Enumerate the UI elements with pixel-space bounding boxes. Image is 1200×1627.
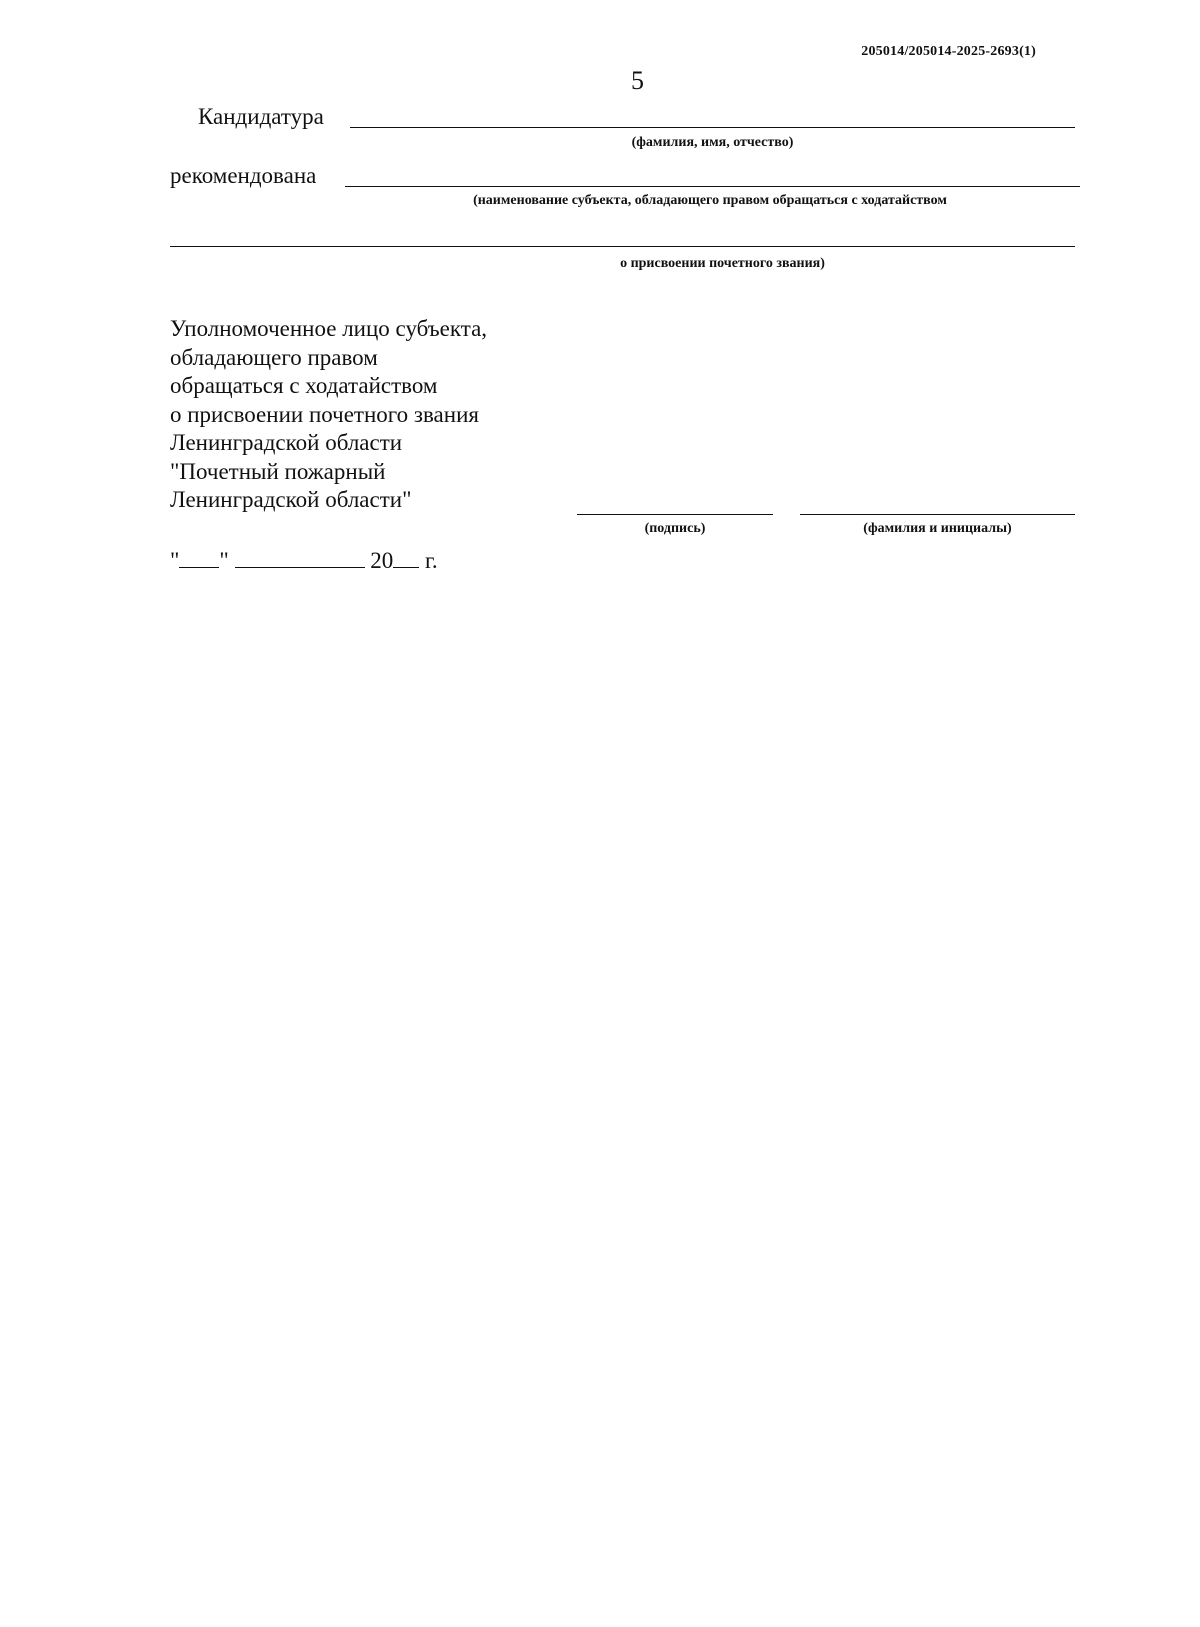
authorized-line: Уполномоченное лицо субъекта, [170, 316, 488, 341]
candidate-label: Кандидатура [198, 104, 324, 129]
day-blank [179, 547, 219, 568]
recommended-label: рекомендована [170, 163, 317, 188]
recommended-underline [345, 186, 1080, 187]
recommended-caption-cont: о присвоении почетного звания) [620, 256, 825, 271]
date-line [170, 547, 438, 574]
year-prefix: 20 [370, 548, 394, 573]
document-id: 205014/205014-2025-2693(1) [861, 44, 1036, 59]
candidate-underline [350, 127, 1075, 128]
date-quote-close: " [219, 548, 229, 573]
recommended-underline-2 [170, 246, 1075, 247]
authorized-line: обладающего правом [170, 344, 378, 370]
name-line [800, 514, 1075, 515]
year-suffix: г. [425, 548, 438, 573]
candidate-caption: (фамилия, имя, отчество) [631, 135, 794, 150]
month-blank [235, 547, 365, 568]
date-quote-open: " [170, 548, 180, 573]
recommended-caption: (наименование субъекта, обладающего правом обращаться с ходатайством [473, 193, 947, 208]
name-caption: (фамилия и инициалы) [863, 521, 1012, 536]
page-number: 5 [631, 66, 644, 95]
signature-caption: (подпись) [644, 521, 706, 536]
year-blank [393, 547, 419, 568]
authorized-line: "Почетный пожарный [170, 458, 386, 484]
authorized-line: Ленинградской области [170, 430, 403, 455]
authorized-line: обращаться с ходатайством [170, 373, 438, 398]
signature-line [577, 514, 773, 515]
authorized-line: о присвоении почетного звания [170, 401, 479, 427]
authorized-person-text [170, 315, 487, 515]
authorized-line: Ленинградской области" [170, 487, 412, 512]
